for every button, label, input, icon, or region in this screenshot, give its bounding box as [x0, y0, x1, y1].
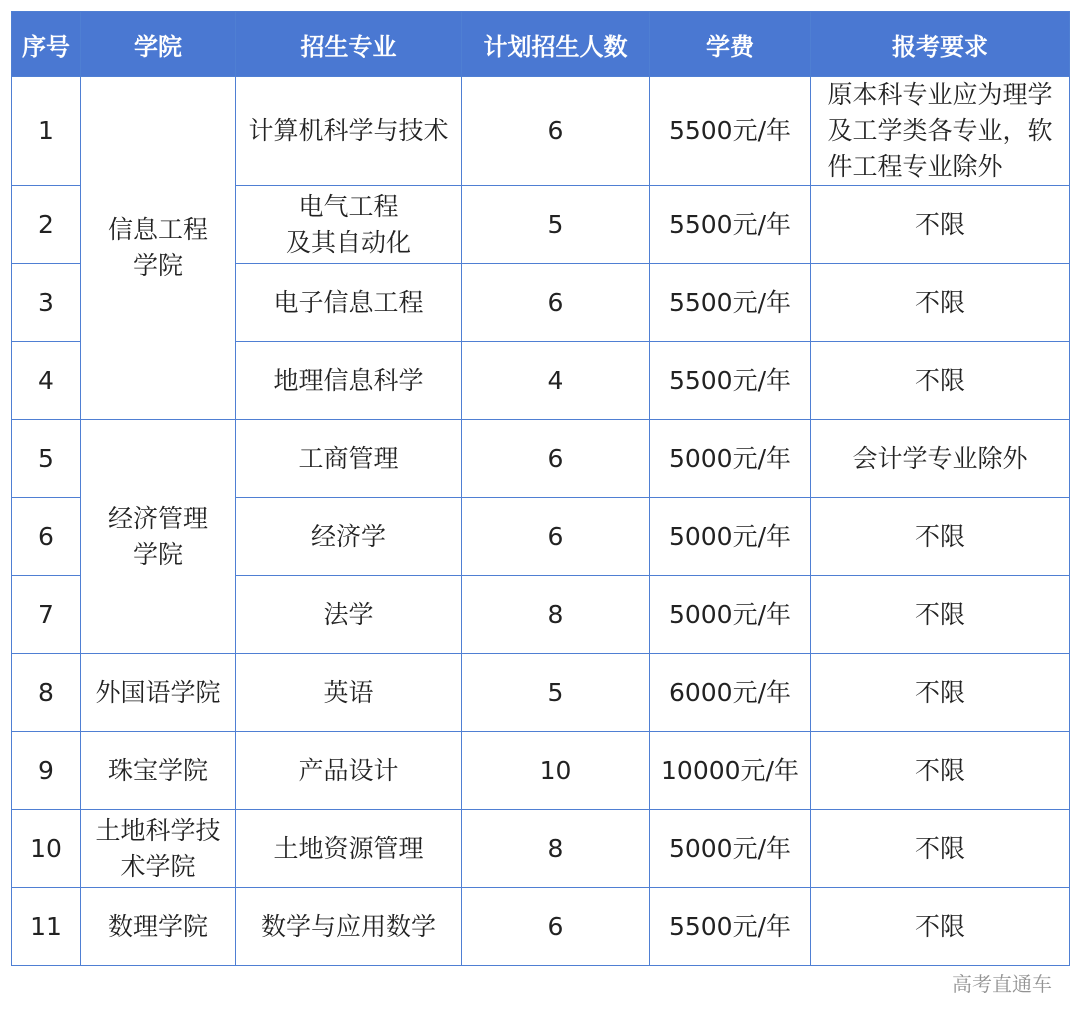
college-cell: 外国语学院 [81, 654, 236, 732]
row-number: 2 [12, 186, 81, 264]
requirement-cell: 会计学专业除外 [811, 420, 1070, 498]
requirement-cell: 不限 [811, 498, 1070, 576]
row-number: 9 [12, 732, 81, 810]
header-major: 招生专业 [236, 12, 462, 77]
quota-cell: 5 [462, 654, 650, 732]
major-cell: 计算机科学与技术 [236, 77, 462, 186]
fee-cell: 6000元/年 [650, 654, 811, 732]
requirement-cell: 不限 [811, 576, 1070, 654]
major-cell: 法学 [236, 576, 462, 654]
fee-cell: 5000元/年 [650, 420, 811, 498]
requirement-cell: 不限 [811, 732, 1070, 810]
fee-cell: 5000元/年 [650, 576, 811, 654]
row-number: 6 [12, 498, 81, 576]
college-cell: 数理学院 [81, 888, 236, 966]
major-cell: 英语 [236, 654, 462, 732]
quota-cell: 6 [462, 77, 650, 186]
fee-cell: 5500元/年 [650, 77, 811, 186]
table-row [12, 732, 1070, 810]
major-cell: 工商管理 [236, 420, 462, 498]
major-cell: 地理信息科学 [236, 342, 462, 420]
quota-cell: 6 [462, 498, 650, 576]
major-cell: 经济学 [236, 498, 462, 576]
college-cell: 土地科学技 术学院 [81, 810, 236, 888]
major-cell: 电子信息工程 [236, 264, 462, 342]
major-cell: 产品设计 [236, 732, 462, 810]
header-no: 序号 [12, 12, 81, 77]
row-number: 7 [12, 576, 81, 654]
requirement-cell: 不限 [811, 888, 1070, 966]
major-cell: 电气工程 及其自动化 [236, 186, 462, 264]
table-row [12, 654, 1070, 732]
row-number: 3 [12, 264, 81, 342]
college-cell: 珠宝学院 [81, 732, 236, 810]
row-number: 1 [12, 77, 81, 186]
requirement-cell: 原本科专业应为理学 及工学类各专业，软 件工程专业除外 [811, 77, 1070, 186]
row-number: 5 [12, 420, 81, 498]
table-row [12, 888, 1070, 966]
quota-cell: 6 [462, 264, 650, 342]
header-quota: 计划招生人数 [462, 12, 650, 77]
row-number: 4 [12, 342, 81, 420]
table-row [12, 77, 1070, 186]
major-cell: 土地资源管理 [236, 810, 462, 888]
requirement-cell: 不限 [811, 342, 1070, 420]
fee-cell: 5000元/年 [650, 498, 811, 576]
requirement-cell: 不限 [811, 810, 1070, 888]
college-cell: 经济管理 学院 [81, 420, 236, 654]
fee-cell: 5500元/年 [650, 888, 811, 966]
fee-cell: 5000元/年 [650, 810, 811, 888]
row-number: 8 [12, 654, 81, 732]
quota-cell: 4 [462, 342, 650, 420]
quota-cell: 10 [462, 732, 650, 810]
quota-cell: 8 [462, 576, 650, 654]
quota-cell: 6 [462, 888, 650, 966]
quota-cell: 8 [462, 810, 650, 888]
header-row [12, 12, 1070, 77]
header-college: 学院 [81, 12, 236, 77]
header-fee: 学费 [650, 12, 811, 77]
table-row [12, 810, 1070, 888]
major-cell: 数学与应用数学 [236, 888, 462, 966]
college-cell: 信息工程 学院 [81, 77, 236, 420]
row-number: 10 [12, 810, 81, 888]
requirement-cell: 不限 [811, 264, 1070, 342]
row-number: 11 [12, 888, 81, 966]
fee-cell: 5500元/年 [650, 186, 811, 264]
fee-cell: 5500元/年 [650, 264, 811, 342]
quota-cell: 5 [462, 186, 650, 264]
fee-cell: 5500元/年 [650, 342, 811, 420]
quota-cell: 6 [462, 420, 650, 498]
watermark-text: 高考直通车 [952, 972, 1052, 996]
table-row [12, 420, 1070, 498]
fee-cell: 10000元/年 [650, 732, 811, 810]
requirement-cell: 不限 [811, 654, 1070, 732]
header-requirement: 报考要求 [811, 12, 1070, 77]
requirement-cell: 不限 [811, 186, 1070, 264]
admissions-table [11, 11, 1070, 966]
